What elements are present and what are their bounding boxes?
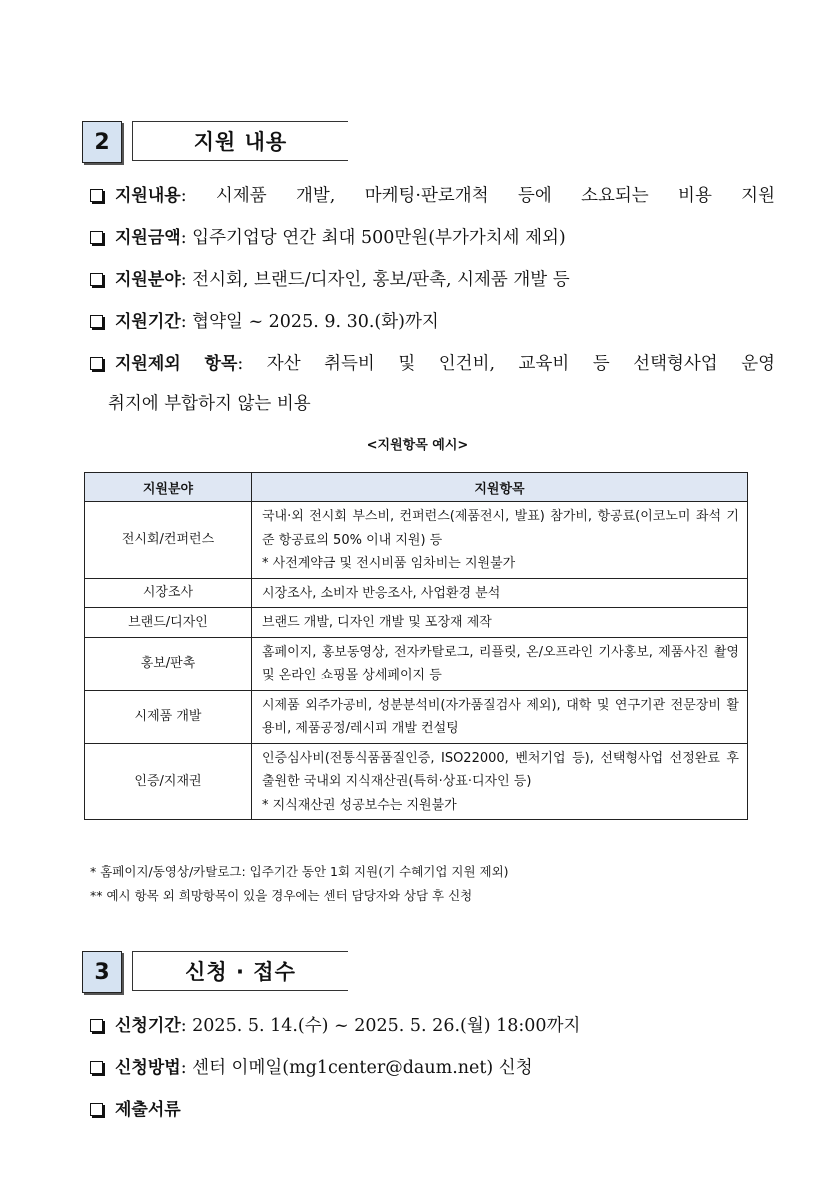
section-title-box xyxy=(132,951,348,991)
bullet-application-period: 신청기간: 2025. 5. 14.(수) ~ 2025. 5. 26.(월) 18:00까지 xyxy=(90,1006,775,1046)
section-number: 3 xyxy=(82,951,122,993)
bullet-application-method: 신청방법: 센터 이메일(mg1center@daum.net) 신청 xyxy=(90,1048,775,1088)
table-header-row xyxy=(85,473,748,502)
table-row xyxy=(85,502,748,579)
table-row xyxy=(85,578,748,608)
bullet-support-content: 지원내용: 시제품 개발, 마케팅·판로개척 등에 소요되는 비용 지원 xyxy=(90,176,775,216)
header-category: 지원분야 xyxy=(85,473,252,502)
table-row xyxy=(85,608,748,638)
header-items: 지원항목 xyxy=(252,473,748,502)
checkbox-bullet-icon xyxy=(90,1019,103,1032)
section-title: 지원 내용 xyxy=(193,130,288,154)
row-category: 인증/지재권 xyxy=(85,743,252,820)
row-category: 시제품 개발 xyxy=(85,690,252,743)
bullet-documents: 제출서류 xyxy=(90,1090,775,1130)
table-row xyxy=(85,690,748,743)
row-items: 홈페이지, 홍보동영상, 전자카탈로그, 리플릿, 온/오프라인 기사홍보, 제품사진 촬영 및 온라인 쇼핑몰 상세페이지 등 xyxy=(252,637,748,690)
row-category: 시장조사 xyxy=(85,578,252,608)
section-title-box xyxy=(132,121,348,161)
checkbox-bullet-icon xyxy=(90,1061,103,1074)
bullet-support-field: 지원분야: 전시회, 브랜드/디자인, 홍보/판촉, 시제품 개발 등 xyxy=(90,260,775,300)
bullet-support-amount: 지원금액: 입주기업당 연간 최대 500만원(부가가치세 제외) xyxy=(90,218,775,258)
row-note: * 사전계약금 및 전시비품 임차비는 지원불가 xyxy=(262,556,516,571)
checkbox-bullet-icon xyxy=(90,357,103,370)
table-row xyxy=(85,637,748,690)
row-items: 국내·외 전시회 부스비, 컨퍼런스(제품전시, 발표) 참가비, 항공료(이코노미 좌석 기준 항공료의 50% 이내 지원) 등 * 사전계약금 및 전시비품 임차비는 지원불가 xyxy=(252,502,748,579)
footnote: * 홈페이지/동영상/카탈로그: 입주기간 동안 1회 지원(기 수혜기업 지원 제외) xyxy=(90,864,509,879)
checkbox-bullet-icon xyxy=(90,315,103,328)
table-caption: <지원항목 예시> xyxy=(366,438,469,453)
section-number: 2 xyxy=(82,121,122,163)
row-items: 시제품 외주가공비, 성분분석비(자가품질검사 제외), 대학 및 연구기관 전문장비 활용비, 제품공정/레시피 개발 컨설팅 xyxy=(252,690,748,743)
row-category: 브랜드/디자인 xyxy=(85,608,252,638)
bullet-support-exclusions: 지원제외 항목: 자산 취득비 및 인건비, 교육비 등 선택형사업 운영 취지에 부합하지 않는 비용 xyxy=(90,344,775,424)
checkbox-bullet-icon xyxy=(90,231,103,244)
bullet-support-period: 지원기간: 협약일 ~ 2025. 9. 30.(화)까지 xyxy=(90,302,775,342)
checkbox-bullet-icon xyxy=(90,189,103,202)
checkbox-bullet-icon xyxy=(90,273,103,286)
table-row xyxy=(85,743,748,820)
row-note: * 지식재산권 성공보수는 지원불가 xyxy=(262,797,457,813)
footnote: ** 예시 항목 외 희망항목이 있을 경우에는 센터 담당자와 상담 후 신청 xyxy=(90,888,473,903)
support-items-table xyxy=(84,472,748,820)
row-items: 시장조사, 소비자 반응조사, 사업환경 분석 xyxy=(252,578,748,608)
row-category: 전시회/컨퍼런스 xyxy=(85,502,252,579)
row-items: 브랜드 개발, 디자인 개발 및 포장재 제작 xyxy=(252,608,748,638)
footnotes xyxy=(90,860,755,908)
row-items: 인증심사비(전통식품품질인증, ISO22000, 벤처기업 등), 선택형사업 선정완료 후 출원한 국내외 지식재산권(특허·상표·디자인 등) * 지식재산권 성공보수는 지원불가 xyxy=(252,743,748,820)
bullet-continuation: 취지에 부합하지 않는 비용 xyxy=(108,394,311,414)
checkbox-bullet-icon xyxy=(90,1103,103,1116)
section-title: 신청 · 접수 xyxy=(185,960,296,984)
row-category: 홍보/판촉 xyxy=(85,637,252,690)
